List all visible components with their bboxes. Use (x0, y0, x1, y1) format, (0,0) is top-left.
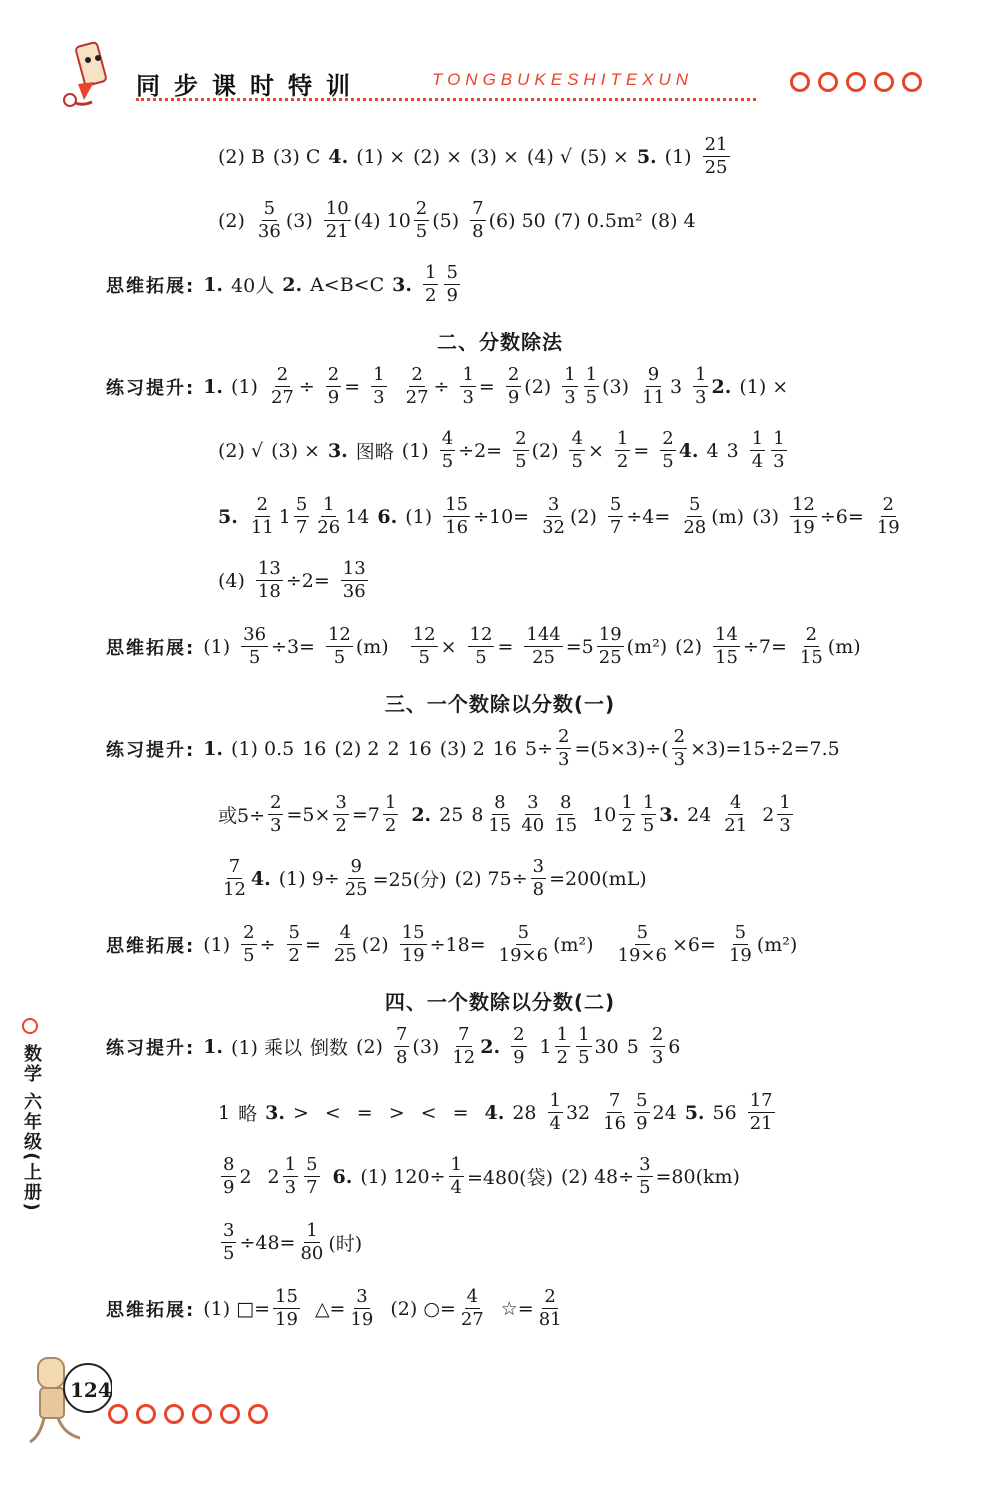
operator: × (440, 635, 457, 658)
question-number: 4. (484, 1101, 505, 1124)
fraction: $\frac{2}{19}$ (876, 494, 900, 538)
answer: (3) C (272, 145, 321, 168)
operator: = (304, 933, 321, 956)
answer-line (106, 922, 805, 967)
answer: 28 (512, 1101, 537, 1124)
operator: ×3)=15÷2=7.5 (690, 737, 840, 760)
operator: 5÷ (524, 737, 553, 760)
answer-line (218, 1090, 778, 1135)
header-pinyin: TONGBUKESHITEXUN (432, 70, 694, 89)
answer-line (218, 792, 796, 837)
section-title: 三、一个数除以分数(一) (384, 692, 616, 716)
fraction: $\frac{1}{4}$ (751, 428, 764, 472)
fraction: $\frac{2}{27}$ (405, 364, 429, 408)
fraction: $\frac{4}{5}$ (441, 428, 454, 472)
unit: (m) (827, 635, 861, 658)
answer: (1) (203, 933, 231, 956)
answer: = (452, 1101, 469, 1124)
fraction: $\frac{2}{9}$ (513, 1024, 525, 1068)
header-mascot-icon (58, 38, 128, 112)
answer: (3) (602, 375, 630, 398)
fraction: $\frac{13}{18}$ (257, 558, 281, 602)
fraction: $\frac{4}{21}$ (724, 792, 748, 836)
fraction: $\frac{3}{2}$ (335, 792, 347, 836)
section-label: 练习提升: (106, 739, 196, 761)
unit: (m) (355, 635, 389, 658)
fraction: $\frac{15}{19}$ (401, 922, 425, 966)
answer: (1) 0.5 (231, 737, 295, 760)
fraction: $\frac{36}{5}$ (243, 624, 267, 668)
answer: 2 (267, 1165, 280, 1188)
answer-line (106, 1024, 688, 1069)
ring-decoration-icon (248, 1404, 268, 1424)
operator: ÷ (259, 933, 276, 956)
question-number: 3. (659, 803, 680, 826)
operator: = (633, 439, 650, 462)
section-title: 二、分数除法 (437, 330, 563, 354)
fraction: $\frac{1}{3}$ (564, 364, 576, 408)
answer: (3) (412, 1035, 440, 1058)
section-label: 练习提升: (106, 1037, 196, 1059)
answer: (4) (218, 569, 245, 592)
operator: ÷2= (285, 569, 330, 592)
fraction: $\frac{4}{5}$ (571, 428, 583, 472)
question-number: 1. (203, 375, 224, 398)
answer: (2) (531, 439, 559, 462)
ring-decoration-icon (220, 1404, 240, 1424)
fraction: $\frac{12}{5}$ (412, 624, 436, 668)
section-label: 练习提升: (106, 377, 196, 399)
fraction: $\frac{12}{5}$ (469, 624, 493, 668)
fraction: $\frac{1}{4}$ (549, 1090, 561, 1134)
answer: (2) 48÷ (561, 1165, 635, 1188)
fraction: $\frac{1}{2}$ (621, 792, 633, 836)
fraction: $\frac{4}{25}$ (333, 922, 357, 966)
operator: ÷4= (626, 505, 671, 528)
fraction: $\frac{1}{3}$ (773, 428, 785, 472)
fraction: $\frac{10}{21}$ (325, 198, 349, 242)
fraction: $\frac{2}{3}$ (651, 1024, 664, 1068)
answer: (2) (524, 375, 552, 398)
fraction: $\frac{12}{19}$ (791, 494, 815, 538)
ring-decoration-icon (164, 1404, 184, 1424)
ring-decoration-icon (22, 1018, 38, 1034)
answer: =80(km) (655, 1165, 740, 1188)
fraction: $\frac{1}{3}$ (373, 364, 385, 408)
fraction: $\frac{14}{15}$ (715, 624, 738, 668)
header-dot-row (136, 98, 756, 101)
answer: 30 (594, 1035, 619, 1058)
fraction: $\frac{7}{12}$ (452, 1024, 476, 1068)
answer: 图略 (355, 441, 394, 463)
answer: 5 (626, 1035, 639, 1058)
question-number: 1. (203, 1035, 224, 1058)
answer: A<B<C (310, 273, 385, 296)
answer: 1 (539, 1035, 552, 1058)
answer: 24 (652, 1101, 677, 1124)
answer-line (218, 198, 704, 243)
answer: 8 (471, 803, 484, 826)
section-title: 四、一个数除以分数(二) (384, 990, 616, 1014)
unit: (m²) (553, 933, 594, 956)
answer-line (218, 494, 905, 539)
section-label: 思维拓展: (106, 275, 196, 297)
question-number: 2. (282, 273, 303, 296)
fraction: $\frac{1}{5}$ (642, 792, 655, 836)
fraction: $\frac{2}{11}$ (250, 494, 274, 538)
operator: = (478, 375, 495, 398)
answer: 3 (669, 375, 683, 398)
fraction: $\frac{1}{80}$ (300, 1220, 324, 1264)
ring-decoration-icon (108, 1404, 128, 1424)
fraction: $\frac{4}{27}$ (460, 1286, 484, 1330)
answer: 16 (407, 737, 432, 760)
ring-decoration-icon (136, 1404, 156, 1424)
answer: 16 (492, 737, 517, 760)
question-number: 3. (327, 439, 348, 462)
fraction: $\frac{2}{15}$ (799, 624, 823, 668)
answer-line (218, 1154, 748, 1199)
question-number: 2. (411, 803, 432, 826)
unit: (m²) (626, 635, 668, 658)
fraction: $\frac{1}{3}$ (779, 792, 791, 836)
fraction: $\frac{2}{3}$ (270, 792, 282, 836)
question-number: 6. (377, 505, 398, 528)
fraction: $\frac{3}{19}$ (350, 1286, 374, 1330)
ring-decoration-icon (818, 72, 838, 92)
unit: (m²) (756, 933, 798, 956)
fraction: $\frac{13}{36}$ (342, 558, 366, 602)
operator: × (587, 439, 604, 462)
answer: (5) (432, 209, 460, 232)
operator: ÷ (298, 375, 315, 398)
fraction: $\frac{1}{2}$ (424, 262, 437, 306)
fraction: $\frac{1}{2}$ (556, 1024, 569, 1068)
answer: 10 (592, 803, 617, 826)
section-label: 思维拓展: (106, 1299, 196, 1321)
fraction: $\frac{5}{19\times 6}$ (617, 922, 668, 966)
fraction: $\frac{5}{9}$ (446, 262, 458, 306)
answer-line (218, 134, 733, 179)
answer: (4) 10 (353, 209, 411, 232)
answer: 3 (726, 439, 739, 462)
fraction: $\frac{2}{9}$ (507, 364, 520, 408)
fraction: $\frac{1}{2}$ (384, 792, 397, 836)
fraction: $\frac{9}{11}$ (642, 364, 665, 408)
fraction: $\frac{15}{16}$ (445, 494, 469, 538)
answer: (2) B (218, 145, 265, 168)
question-number: 1. (203, 273, 224, 296)
operator: ÷2= (458, 439, 503, 462)
fraction: $\frac{1}{3}$ (284, 1154, 297, 1198)
answer: (1) (401, 439, 429, 462)
answer: (1) (231, 375, 258, 398)
ring-decoration-icon (192, 1404, 212, 1424)
fraction: $\frac{5}{36}$ (257, 198, 281, 242)
page-number: 124 (70, 1378, 112, 1402)
answer: 1 (278, 505, 291, 528)
fraction: $\frac{8}{15}$ (488, 792, 512, 836)
operator: ÷3= (271, 635, 315, 658)
fraction: $\frac{19}{25}$ (598, 624, 622, 668)
fraction: $\frac{3}{32}$ (542, 494, 565, 538)
question-number: 2. (711, 375, 732, 398)
answer: (5) × (579, 145, 629, 168)
fraction: $\frac{5}{19}$ (728, 922, 752, 966)
answer: =25(分) (372, 869, 447, 891)
answer: > (292, 1101, 309, 1124)
answer: (2) (570, 505, 597, 528)
answer: (3) (752, 505, 779, 528)
answer: (3) × (470, 145, 519, 168)
fraction: $\frac{3}{40}$ (521, 792, 545, 836)
unit: (m) (711, 505, 745, 528)
fraction: $\frac{7}{8}$ (472, 198, 484, 242)
section-label: 思维拓展: (106, 935, 196, 957)
answer: 56 (712, 1101, 737, 1124)
answer-line (106, 624, 869, 669)
answer: = (356, 1101, 373, 1124)
fraction: $\frac{9}{25}$ (344, 856, 368, 900)
operator: =5× (286, 803, 331, 826)
answer: 2 (762, 803, 775, 826)
answer: (2) × (413, 145, 463, 168)
fraction: $\frac{5}{7}$ (609, 494, 622, 538)
answer: (1) (203, 635, 231, 658)
operator: = (344, 375, 361, 398)
operator: ÷18= (429, 933, 486, 956)
question-number: 4. (678, 439, 699, 462)
question-number: 3. (265, 1101, 285, 1124)
fraction: $\frac{2}{27}$ (270, 364, 294, 408)
operator: ÷7= (742, 635, 787, 658)
answer: (1) 乘以 (231, 1037, 303, 1059)
answer: > (388, 1101, 405, 1124)
fraction: $\frac{1}{2}$ (616, 428, 629, 472)
answer: (3) 2 (439, 737, 485, 760)
fraction: $\frac{5}{7}$ (295, 494, 308, 538)
fraction: $\frac{2}{5}$ (515, 428, 527, 472)
answer: (1) 120÷ (360, 1165, 446, 1188)
fraction: $\frac{2}{5}$ (243, 922, 255, 966)
question-number: 5. (636, 145, 657, 168)
fraction: $\frac{5}{7}$ (306, 1154, 318, 1198)
operator: =5 (565, 635, 594, 658)
fraction: $\frac{3}{5}$ (223, 1220, 235, 1264)
fraction: $\frac{7}{12}$ (223, 856, 246, 900)
answer: (2) 2 (334, 737, 380, 760)
fraction: $\frac{15}{19}$ (275, 1286, 298, 1330)
operator: ÷ (433, 375, 450, 398)
fraction: $\frac{7}{16}$ (603, 1090, 627, 1134)
question-number: 5. (218, 505, 238, 528)
fraction: $\frac{7}{8}$ (395, 1024, 408, 1068)
fraction: $\frac{2}{5}$ (415, 198, 428, 242)
ring-decoration-icon (874, 72, 894, 92)
answer: 2 (387, 737, 400, 760)
fraction: $\frac{12}{5}$ (327, 624, 351, 668)
answer: (1) (405, 505, 433, 528)
answer: (2) (218, 209, 245, 232)
side-label: 数学 六年级(上册) (21, 1044, 42, 1213)
answer: 略 (238, 1103, 258, 1125)
fraction: $\frac{5}{28}$ (683, 494, 707, 538)
answer: (2) (361, 933, 389, 956)
answer: (2) (356, 1035, 383, 1058)
operator: = (497, 635, 514, 658)
fraction: $\frac{5}{9}$ (636, 1090, 648, 1134)
fraction: $\frac{2}{81}$ (538, 1286, 562, 1330)
question-number: 5. (684, 1101, 705, 1124)
answer: 14 (345, 505, 370, 528)
answer-line (218, 558, 371, 603)
answer: =200(mL) (549, 867, 647, 890)
answer: (2) ○= (390, 1297, 456, 1320)
answer-line (218, 428, 790, 473)
answer: (3) × (271, 439, 320, 462)
answer-line (106, 262, 463, 307)
fraction: $\frac{3}{5}$ (639, 1154, 651, 1198)
answer: (2) 75÷ (454, 867, 528, 890)
answer: (1) (664, 145, 692, 168)
operator: ×6= (672, 933, 716, 956)
fraction: $\frac{2}{3}$ (557, 726, 570, 770)
operator: =7 (351, 803, 380, 826)
header-title: 同步课时特训 (136, 72, 364, 100)
ring-decoration-icon (846, 72, 866, 92)
footer-robot-icon (22, 1352, 112, 1452)
answer-line (106, 364, 796, 409)
operator: ÷10= (473, 505, 530, 528)
answer: (1) × (739, 375, 789, 398)
question-number: 2. (480, 1035, 501, 1058)
fraction: $\frac{1}{5}$ (578, 1024, 590, 1068)
answer: 16 (302, 737, 327, 760)
ring-decoration-icon (902, 72, 922, 92)
fraction: $\frac{144}{25}$ (526, 624, 561, 668)
operator: ÷6= (819, 505, 864, 528)
ring-decoration-icon (790, 72, 810, 92)
fraction: $\frac{17}{21}$ (749, 1090, 773, 1134)
question-number: 3. (392, 273, 412, 296)
question-number: 4. (328, 145, 349, 168)
answer: 1 (218, 1101, 231, 1124)
fraction: $\frac{1}{3}$ (695, 364, 707, 408)
answer: (1) 9÷ (278, 867, 340, 890)
answer: (2) √ (218, 439, 264, 462)
fraction: $\frac{2}{5}$ (662, 428, 674, 472)
answer: (8) 4 (650, 209, 696, 232)
answer: 6 (668, 1035, 681, 1058)
answer: < (420, 1101, 437, 1124)
section-label: 思维拓展: (106, 637, 196, 659)
answer: (3) (285, 209, 313, 232)
answer: (1) × (356, 145, 406, 168)
answer: (1) □= (203, 1297, 271, 1320)
answer: =480(袋) (466, 1167, 553, 1189)
fraction: $\frac{21}{25}$ (704, 134, 728, 178)
fraction: $\frac{1}{3}$ (462, 364, 474, 408)
fraction: $\frac{2}{9}$ (327, 364, 340, 408)
answer: 40人 (231, 275, 275, 297)
question-number: 4. (250, 867, 271, 890)
answer-line (106, 1286, 567, 1331)
unit: (时) (328, 1233, 363, 1255)
fraction: $\frac{5}{2}$ (288, 922, 300, 966)
answer: 24 (687, 803, 712, 826)
operator: =(5×3)÷( (574, 737, 669, 760)
fraction: $\frac{5}{19\times 6}$ (498, 922, 549, 966)
fraction: $\frac{8}{9}$ (223, 1154, 235, 1198)
question-number: 6. (332, 1165, 353, 1188)
answer: 25 (439, 803, 464, 826)
fraction: $\frac{2}{3}$ (673, 726, 686, 770)
fraction: $\frac{1}{26}$ (317, 494, 341, 538)
answer-line (106, 726, 848, 771)
fraction: $\frac{1}{5}$ (585, 364, 598, 408)
fraction: $\frac{3}{8}$ (532, 856, 545, 900)
answer: △= (314, 1297, 346, 1320)
answer: < (324, 1101, 341, 1124)
answer: (7) 0.5m² (553, 209, 643, 232)
operator: ÷48= (239, 1231, 296, 1254)
answer: 4 (706, 439, 719, 462)
answer: 32 (565, 1101, 591, 1124)
answer-line (218, 1220, 370, 1265)
answer: (4) √ (526, 145, 572, 168)
fraction: $\frac{1}{4}$ (450, 1154, 462, 1198)
answer: ☆= (500, 1297, 534, 1320)
answer: (2) (675, 635, 703, 658)
answer: 或5÷ (218, 805, 266, 827)
answer: 2 (239, 1165, 252, 1188)
fraction: $\frac{8}{15}$ (554, 792, 578, 836)
answer: 倒数 (310, 1037, 349, 1059)
answer-line (218, 856, 655, 901)
answer: (6) 50 (488, 209, 546, 232)
question-number: 1. (203, 737, 224, 760)
